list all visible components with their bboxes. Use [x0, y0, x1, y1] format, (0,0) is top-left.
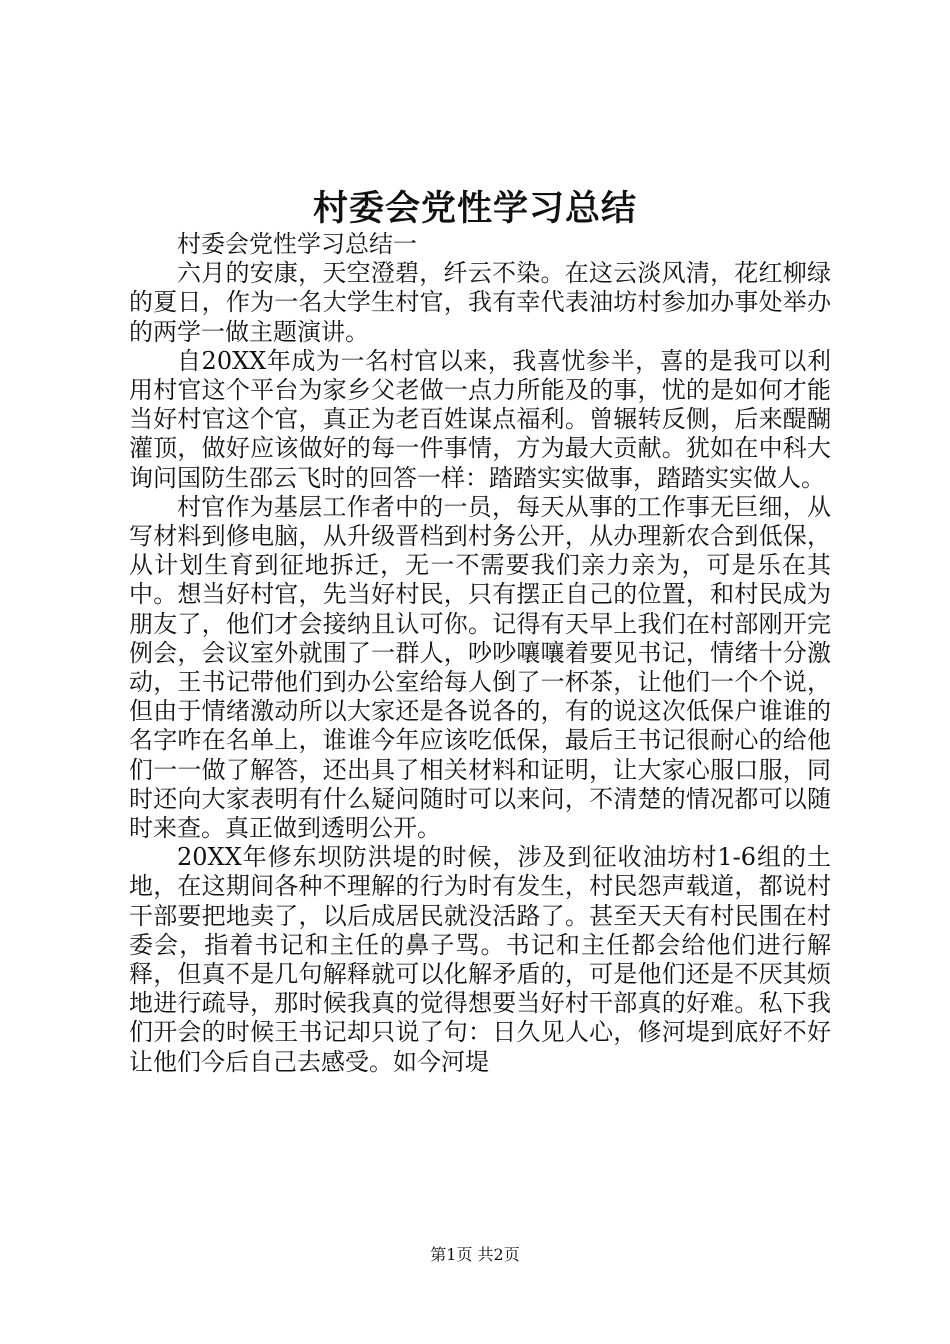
- paragraph: 20XX年修东坝防洪堤的时候，涉及到征收油坊村1-6组的土地，在这期间各种不理解的行为时有发生，村民怨声载道，都说村干部要把地卖了，以后成居民就没活路了。甚至天天有村民围在村委会，指着书记和主任的鼻子骂。书记和主任都会给他们进行解释，但真不是几句解释就可以化解矛盾的，可是他们还是不厌其烦地进行疏导，那时候我真的觉得想要当好村干部真的好难。私下我们开会的时候王书记却只说了句：日久见人心，修河堤到底好不好让他们今后自己去感受。如今河堤: [129, 843, 831, 1076]
- document-body: [129, 230, 831, 1077]
- paragraph: 村官作为基层工作者中的一员，每天从事的工作事无巨细，从写材料到修电脑，从升级晋档到村务公开，从办理新农合到低保，从计划生育到征地拆迁，无一不需要我们亲力亲为，可是乐在其中。想当好村官，先当好村民，只有摆正自己的位置，和村民成为朋友了，他们才会接纳且认可你。记得有天早上我们在村部刚开完例会，会议室外就围了一群人，吵吵嚷嚷着要见书记，情绪十分激动，王书记带他们到办公室给每人倒了一杯茶，让他们一个个说，但由于情绪激动所以大家还是各说各的，有的说这次低保户谁谁的名字咋在名单上，谁谁今年应该吃低保，最后王书记很耐心的给他们一一做了解答，还出具了相关材料和证明，让大家心服口服，同时还向大家表明有什么疑问随时可以来问，不清楚的情况都可以随时来查。真正做到透明公开。: [129, 492, 831, 843]
- paragraph: 自20XX年成为一名村官以来，我喜忧参半，喜的是我可以利用村官这个平台为家乡父老做一点力所能及的事，忧的是如何才能当好村官这个官，真正为老百姓谋点福利。曾辗转反侧，后来醍醐灌顶，做好应该做好的每一件事情，方为最大贡献。犹如在中科大询问国防生邵云飞时的回答一样：踏踏实实做事，踏踏实实做人。: [129, 346, 831, 492]
- document-title: 村委会党性学习总结: [312, 188, 637, 229]
- paragraph: 六月的安康，天空澄碧，纤云不染。在这云淡风清，花红柳绿的夏日，作为一名大学生村官，我有幸代表油坊村参加办事处举办的两学一做主题演讲。: [129, 259, 831, 346]
- page-number-footer: 第1页 共2页: [430, 1245, 520, 1264]
- section-heading: 村委会党性学习总结一: [177, 230, 417, 258]
